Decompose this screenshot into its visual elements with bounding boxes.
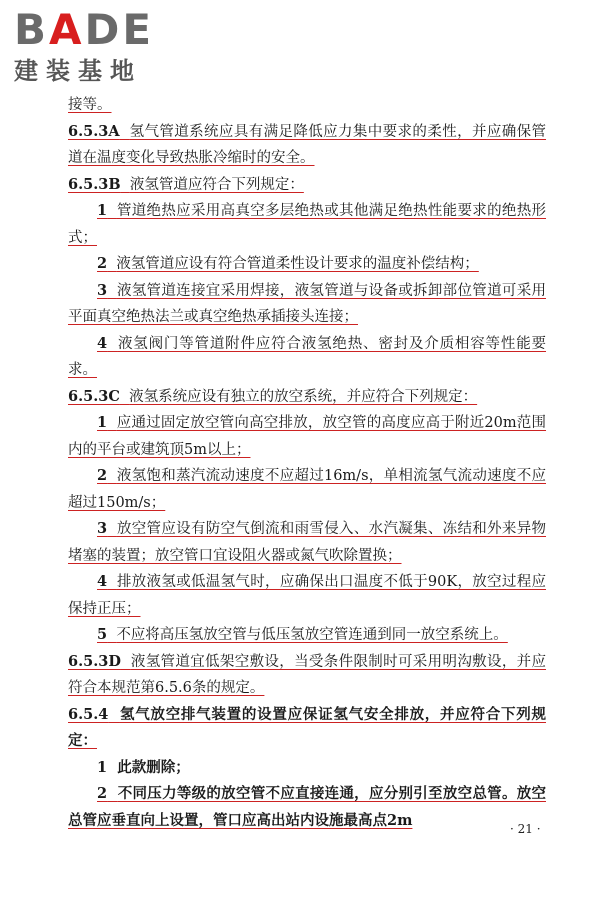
clause-6-5-4-item-1: 1 此款删除；: [97, 758, 190, 776]
clause-6-5-4-item-2: 2 不同压力等级的放空管不应直接连通，应分别引至放空总管。放空总管应垂直向上设置，管口应高出站内设施最高点2m: [68, 785, 546, 829]
clause-6-5-3c-item-1: 1 应通过固定放空管向高空排放，放空管的高度应高于附近20m范围内的平台或建筑顶5m以上；: [68, 414, 547, 458]
clause-6-5-3c: 6.5.3C 液氢系统应设有独立的放空系统，并应符合下列规定：: [68, 387, 478, 405]
logo-brand: BADE: [14, 5, 155, 54]
clause-6-5-3b-item-1: 1 管道绝热应采用高真空多层绝热或其他满足绝热性能要求的绝热形式；: [68, 202, 547, 246]
clause-6-5-4: 6.5.4 氢气放空排气装置的设置应保证氢气安全排放，并应符合下列规定：: [68, 705, 546, 749]
clause-6-5-3c-item-3: 3 放空管应设有防空气倒流和雨雪侵入、水汽凝集、冻结和外来异物堵塞的装置；放空管口宜设阻火器或氮气吹除置换；: [68, 520, 547, 564]
clause-6-5-3a: 6.5.3A 氢气管道系统应具有满足降低应力集中要求的柔性，并应确保管道在温度变化导致热胀冷缩时的安全。: [68, 122, 547, 166]
clause-6-5-3b-item-2: 2 液氢管道应设有符合管道柔性设计要求的温度补偿结构；: [97, 255, 479, 272]
clause-6-5-3b: 6.5.3B 液氢管道应符合下列规定：: [68, 175, 304, 193]
clause-6-5-3c-item-2: 2 液氢饱和蒸汽流动速度不应超过16m/s，单相流氢气流动速度不应超过150m/s；: [68, 467, 547, 511]
logo-subtitle: 建装基地: [14, 57, 142, 85]
paragraph-continuation: 接等。: [68, 97, 112, 113]
bade-logo: [14, 5, 184, 86]
clause-6-5-3b-item-4: 4 液氢阀门等管道附件应符合液氢绝热、密封及介质相容等性能要求。: [68, 334, 547, 378]
document-body: [68, 92, 546, 834]
page-number: · 21 ·: [510, 822, 541, 836]
clause-6-5-3c-item-5: 5 不应将高压氢放空管与低压氢放空管连通到同一放空系统上。: [97, 626, 508, 643]
clause-6-5-3d: 6.5.3D 液氢管道宜低架空敷设，当受条件限制时可采用明沟敷设，并应符合本规范第6.5.6条的规定。: [68, 652, 547, 696]
clause-6-5-3c-item-4: 4 排放液氢或低温氢气时，应确保出口温度不低于90K，放空过程应保持正压；: [68, 573, 547, 617]
clause-6-5-3b-item-3: 3 液氢管道连接宜采用焊接，液氢管道与设备或拆卸部位管道可采用平面真空绝热法兰或真空绝热承插接头连接；: [68, 281, 547, 325]
